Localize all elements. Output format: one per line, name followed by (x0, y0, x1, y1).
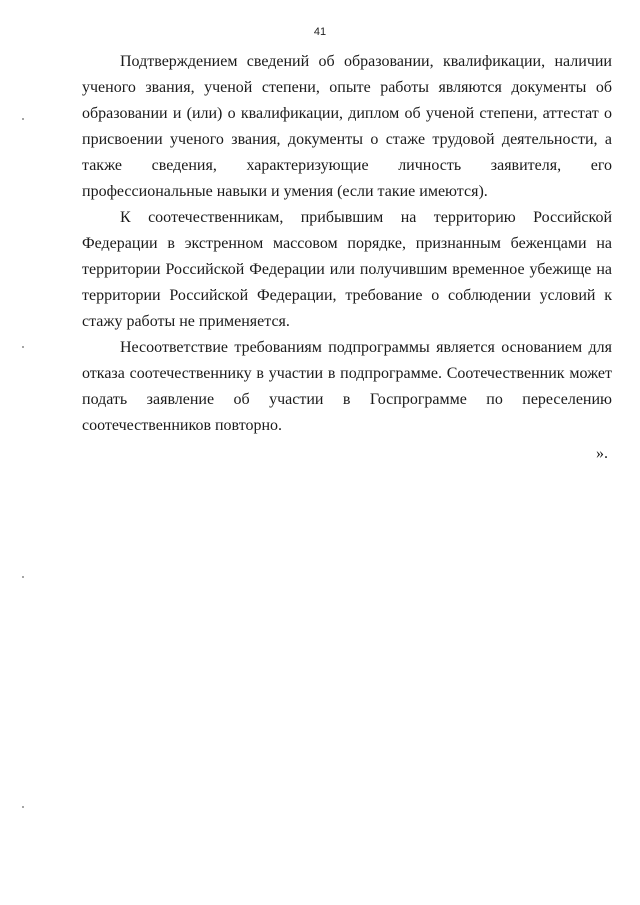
paragraph-qualification-documents: Подтверждением сведений об образовании, квалификации, наличии ученого звания, ученой степени, опыте работы являются документы об образовании и (или) о квалификации, диплом об ученой степени, аттестат о присвоении ученого звания, документы о стаже трудовой деятельности, а также сведения, характеризующие личность заявителя, его профессиональные навыки и умения (если такие имеются). (82, 53, 612, 200)
margin-scan-mark (22, 118, 24, 120)
closing-quote-mark: ». (596, 445, 608, 462)
margin-scan-mark (22, 576, 24, 578)
margin-scan-mark (22, 346, 24, 348)
page-number: 41 (313, 26, 327, 38)
margin-scan-mark (22, 806, 24, 808)
paragraph-noncompliance-refusal: Несоответствие требованиям подпрограммы является основанием для отказа соотечественнику в участии в подпрограмме. Соотечественник может подать заявление об участии в Госпрограмме по переселению соотечественников повторно. (82, 339, 612, 434)
paragraph-refugees-exemption: К соотечественникам, прибывшим на территорию Российской Федерации в экстренном массовом порядке, признанным беженцами на территории Российской Федерации или получившим временное убежище на территории Российской Федерации, требование о соблюдении условий к стажу работы не применяется. (82, 209, 612, 330)
document-body (82, 49, 612, 439)
